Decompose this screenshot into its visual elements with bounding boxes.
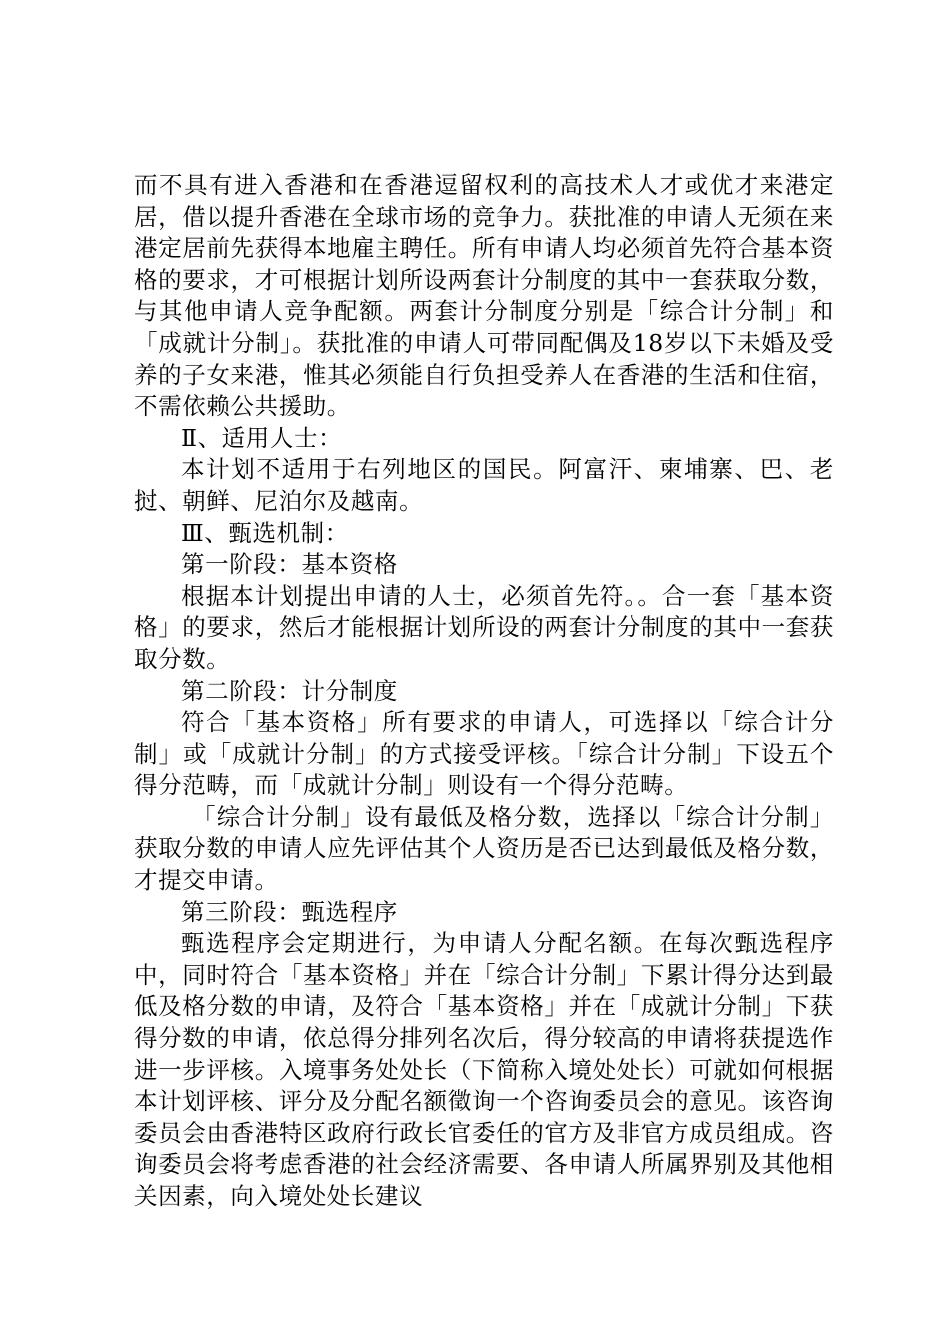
body-paragraph-1: 而不具有进入香港和在香港逗留权利的高技术人才或优才来港定居，借以提升香港在全球市场的竞争力。获批准的申请人无须在来港定居前先获得本地雇主聘任。所有申请人均必须首先符合基本资格的要求，才可根据计划所设两套计分制度的其中一套获取分数，与其他申请人竞争配额。两套计分制度分别是「综合计分制」和「成就计分制」。获批准的申请人可带同配偶及18岁以下未婚及受养的子女来港，惟其必须能自行负担受养人在香港的生活和住宿，不需依赖公共援助。 <box>134 171 834 421</box>
subheading-stage-two: 第二阶段：计分制度 <box>181 676 398 705</box>
subheading-stage-three: 第三阶段：甄选程序 <box>181 897 398 926</box>
subheading-stage-one: 第一阶段：基本资格 <box>181 550 398 579</box>
body-paragraph-6: 甄选程序会定期进行，为申请人分配名额。在每次甄选程序中，同时符合「基本资格」并在「综合计分制」下累计得分达到最低及格分数的申请，及符合「基本资格」并在「成就计分制」下获得分数的申请，依总得分排列名次后，得分较高的申请将获提选作进一步评核。入境事务处处长（下简称入境处处长）可就如何根据本计划评核、评分及分配名额徵询一个咨询委员会的意见。该咨询委员会由香港特区政府行政长官委任的官方及非官方成员组成。咨询委员会将考虑香港的社会经济需要、各申请人所属界别及其他相关因素，向入境处处长建议 <box>134 929 834 1210</box>
body-paragraph-2: 本计划不适用于右列地区的国民。阿富汗、柬埔寨、巴、老挝、朝鲜、尼泊尔及越南。 <box>134 455 834 515</box>
section-heading-applicability: Ⅱ、适用人士： <box>181 423 343 452</box>
section-heading-selection-mechanism: Ⅲ、甄选机制： <box>181 518 349 547</box>
body-paragraph-5: 「综合计分制」设有最低及格分数，选择以「综合计分制」获取分数的申请人应先评估其个人资历是否已达到最低及格分数，才提交申请。 <box>134 802 834 895</box>
document-page <box>134 170 834 1213</box>
body-paragraph-4: 符合「基本资格」所有要求的申请人，可选择以「综合计分制」或「成就计分制」的方式接受评核。「综合计分制」下设五个得分范畴，而「成就计分制」则设有一个得分范畴。 <box>134 708 834 800</box>
body-paragraph-3: 根据本计划提出申请的人士，必须首先符。。合一套「基本资格」的要求，然后才能根据计划所设的两套计分制度的其中一套获取分数。 <box>134 581 834 673</box>
